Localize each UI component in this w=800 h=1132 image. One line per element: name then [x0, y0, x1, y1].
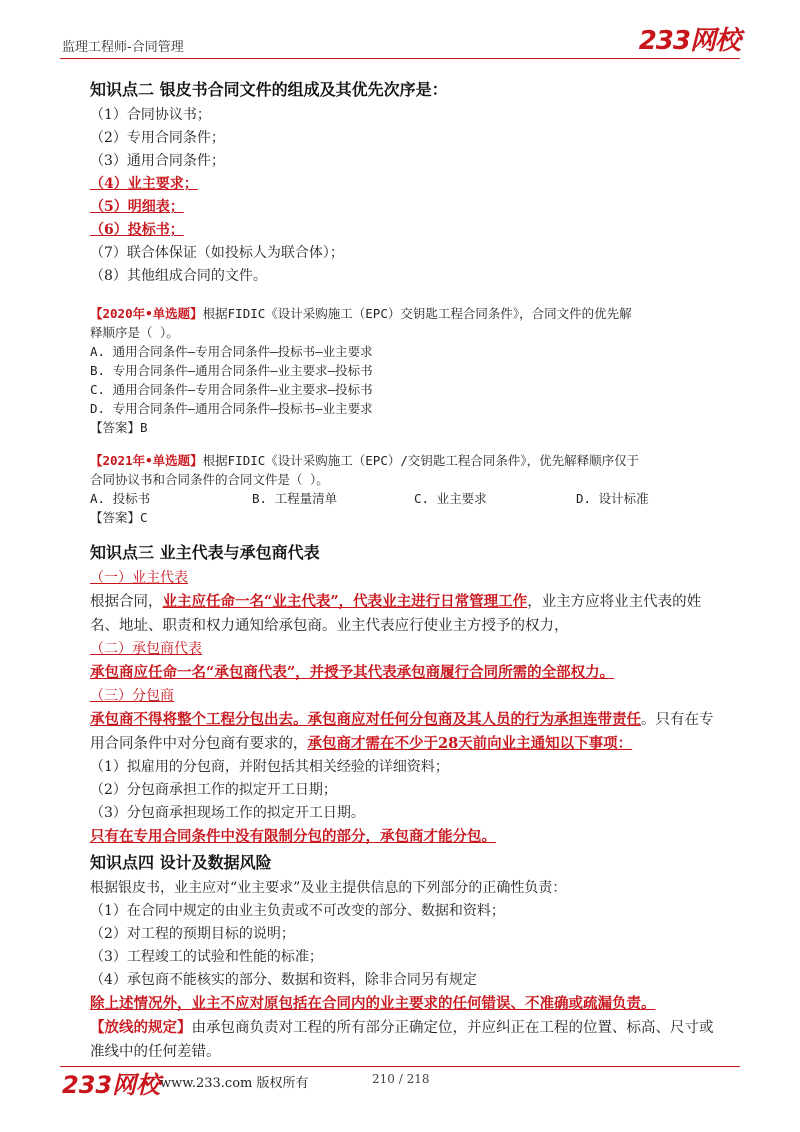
kp3-s3-p1b: 。只有在专 [641, 712, 714, 728]
kp3-s3-item: （1）拟雇用的分包商，并附包括其相关经验的详细资料； [90, 759, 449, 775]
page-content [90, 76, 740, 1064]
kp2-item: （1）合同协议书； [90, 107, 211, 123]
footer-site[interactable]: www.233.com 版权所有 [160, 1076, 309, 1091]
kp3-s3-p2b: 承包商才需在不少于28天前向业主通知以下事项： [307, 735, 633, 752]
header-title: 监理工程师-合同管理 [62, 40, 184, 55]
kp3-s1-p2: 名、地址、职责和权力通知给承包商。业主代表应行使业主方授予的权力， [90, 618, 569, 634]
q2021-option-d: D. 设计标准 [576, 491, 649, 506]
kp2-item: （3）通用合同条件； [90, 153, 225, 169]
q2020-stem-text: 根据FIDIC《设计采购施工（EPC）交钥匙工程合同条件》，合同文件的优先解 [202, 306, 632, 321]
q2021-options [90, 489, 740, 508]
q2021-stem2: 合同协议书和合同条件的合同文件是（ ）。 [90, 472, 329, 487]
kp3-s1-para [90, 590, 740, 614]
kp3-s2-title: （二）承包商代表 [90, 641, 202, 657]
kp3-s3-item: （3）分包商承担现场工作的拟定开工日期。 [90, 805, 365, 821]
kp4-item: （3）工程竣工的试验和性能的标准； [90, 949, 323, 965]
kp3-s3-item: （2）分包商承担工作的拟定开工日期； [90, 782, 337, 798]
kp4-intro: 根据银皮书，业主应对“业主要求”及业主提供信息的下列部分的正确性负责： [90, 880, 567, 896]
q2020-option-b: B. 专用合同条件—通用合同条件—业主要求—投标书 [90, 363, 373, 378]
kp4-item: （4）承包商不能核实的部分、数据和资料，除非合同另有规定 [90, 972, 477, 988]
kp2-item-highlight: （4）业主要求； [90, 176, 198, 192]
footer-divider [60, 1066, 740, 1067]
kp3-s3-para1 [90, 708, 740, 732]
kp3-s3-title: （三）分包商 [90, 688, 174, 704]
kp3-s2-para: 承包商应任命一名“承包商代表”，并授予其代表承包商履行合同所需的全部权力。 [90, 664, 615, 681]
kp3-title: 知识点三 业主代表与承包商代表 [90, 543, 320, 562]
footer-logo[interactable]: 233网校 [62, 1071, 161, 1099]
q2020-option-c: C. 通用合同条件—专用合同条件—业主要求—投标书 [90, 382, 373, 397]
kp2-item-highlight: （5）明细表； [90, 199, 184, 215]
kp4-item: （2）对工程的预期目标的说明； [90, 926, 295, 942]
kp2-item: （7）联合体保证（如投标人为联合体）； [90, 245, 344, 261]
kp3-s3-p1a: 承包商不得将整个工程分包出去。承包商应对任何分包商及其人员的行为承担连带责任 [90, 711, 641, 728]
kp4-rule [90, 1016, 740, 1040]
kp4-end: 除上述情况外，业主不应对原包括在合同内的业主要求的任何错误、不准确或疏漏负责。 [90, 995, 656, 1012]
kp4-rule-tag: 【放线的规定】 [90, 1019, 192, 1036]
kp3-s3-end: 只有在专用合同条件中没有限制分包的部分，承包商才能分包。 [90, 828, 496, 845]
kp4-title: 知识点四 设计及数据风险 [90, 853, 272, 872]
q2020-stem [90, 304, 740, 323]
brand-logo[interactable]: 233网校 [638, 26, 740, 56]
q2020-tag: 【2020年•单选题】 [90, 306, 203, 321]
q2020-option-a: A. 通用合同条件—专用合同条件—投标书—业主要求 [90, 344, 373, 359]
kp2-item: （8）其他组成合同的文件。 [90, 268, 267, 284]
q2021-answer: 【答案】C [90, 510, 148, 525]
q2021-stem-text: 根据FIDIC《设计采购施工（EPC）/交钥匙工程合同条件》，优先解释顺序仅于 [202, 453, 640, 468]
q2021-tag: 【2021年•单选题】 [90, 453, 203, 468]
q2020-option-d: D. 专用合同条件—通用合同条件—投标书—业主要求 [90, 401, 373, 416]
kp4-rule-text2: 准线中的任何差错。 [90, 1044, 221, 1060]
q2021-option-b: B. 工程量清单 [252, 491, 338, 506]
kp4-rule-text1: 由承包商负责对工程的所有部分正确定位，并应纠正在工程的位置、标高、尺寸或 [191, 1020, 714, 1036]
kp3-s3-p2a: 用合同条件中对分包商有要求的， [90, 736, 308, 752]
kp3-s1-p1a: 根据合同， [90, 594, 163, 610]
kp2-item: （2）专用合同条件； [90, 130, 225, 146]
q2021-option-c: C. 业主要求 [414, 491, 487, 506]
kp3-s1-title: （一）业主代表 [90, 570, 188, 586]
kp2-title: 知识点二 银皮书合同文件的组成及其优先次序是： [90, 80, 448, 99]
q2020-stem2: 释顺序是（ ）。 [90, 325, 179, 340]
header-divider [60, 58, 740, 59]
page-number: 210 / 218 [372, 1072, 430, 1086]
kp4-item: （1）在合同中规定的由业主负责或不可改变的部分、数据和资料； [90, 903, 505, 919]
kp3-s1-p1c: ，业主方应将业主代表的姓 [527, 594, 702, 610]
q2021-stem [90, 451, 740, 470]
q2020-answer: 【答案】B [90, 420, 148, 435]
kp3-s3-para2 [90, 732, 740, 756]
kp2-item-highlight: （6）投标书； [90, 222, 184, 238]
q2021-option-a: A. 投标书 [90, 491, 151, 506]
kp3-s1-p1b: 业主应任命一名“业主代表”，代表业主进行日常管理工作 [162, 593, 528, 610]
